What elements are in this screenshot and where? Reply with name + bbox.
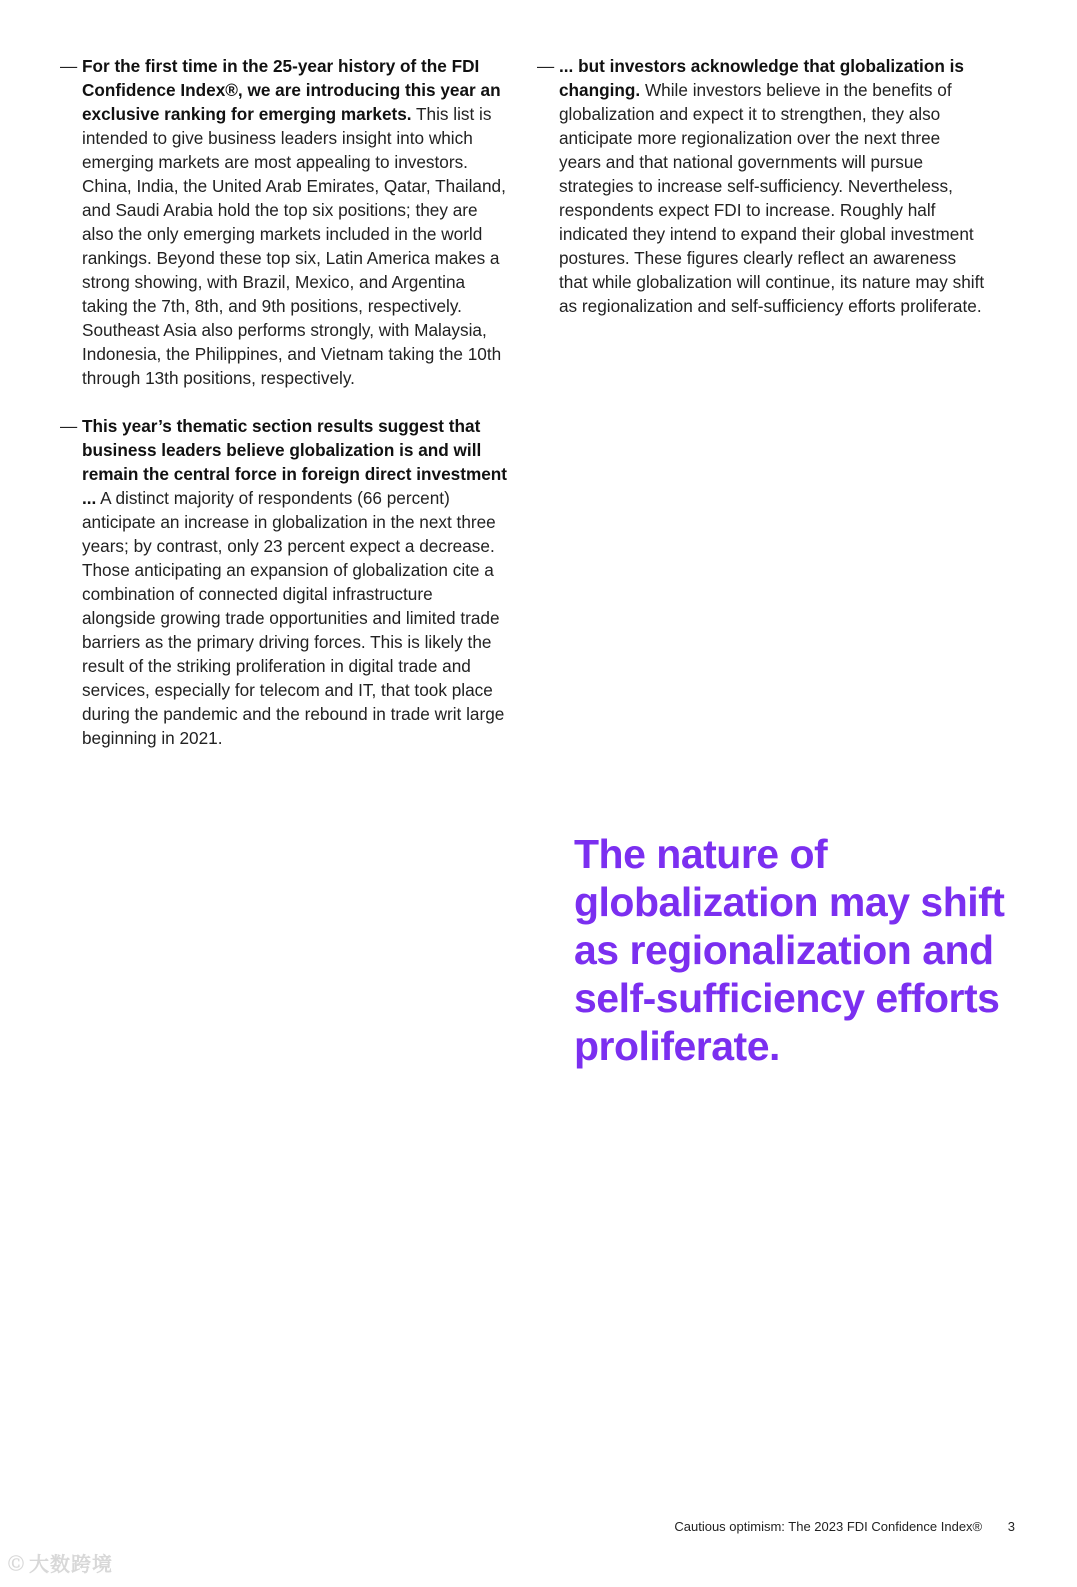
bullet-emerging-markets-ranking (60, 54, 510, 390)
bullet-lead-text: ... but investors acknowledge that globalization is changing. (559, 56, 964, 100)
bullet-dash: — (60, 416, 78, 436)
bullet-body-text: This list is intended to give business leaders insight into which emerging markets are most appealing to investors. China, India, the United Arab Emirates, Qatar, Thailand, and Saudi Arabia hold the top six positions; they are also the only emerging markets included in the world rankings. Beyond these top six, Latin America makes a strong showing, with Brazil, Mexico, and Argentina taking the 7th, 8th, and 9th positions, respectively. Southeast Asia also performs strongly, with Malaysia, Indonesia, the Philippines, and Vietnam taking the 10th through 13th positions, respectively. (82, 104, 506, 388)
footer-report-title: Cautious optimism: The 2023 FDI Confidence Index® (674, 1519, 983, 1534)
watermark-logo-icon: Ⓒ (8, 1556, 26, 1573)
watermark-text: 大数跨境 (29, 1554, 114, 1576)
right-column (537, 54, 987, 342)
page-footer (674, 1519, 1015, 1534)
bullet-dash: — (60, 56, 78, 76)
left-column (60, 54, 510, 774)
bullet-dash: — (537, 56, 555, 76)
bullet-body-text: A distinct majority of respondents (66 percent) anticipate an increase in globalization in the next three years; by contrast, only 23 percent expect a decrease. Those anticipating an expansion of globalization cite a combination of connected digital infrastructure alongside growing trade opportunities and limited trade barriers as the primary driving forces. This is likely the result of the striking proliferation in digital trade and services, especially for telecom and IT, that took place during the pandemic and the rebound in trade writ large beginning in 2021. (82, 488, 505, 748)
bullet-globalization-central-force (60, 414, 510, 750)
watermark (8, 1548, 113, 1577)
bullet-lead-text: For the first time in the 25-year history of the FDI Confidence Index®, we are introducing this year an exclusive ranking for emerging markets. (82, 56, 501, 124)
bullet-globalization-changing (537, 54, 987, 318)
bullet-lead-text: This year’s thematic section results suggest that business leaders believe globalization is and will remain the central force in foreign direct investment ... (82, 416, 508, 508)
pull-quote: The nature of globalization may shift as regionalization and self-sufficiency efforts proliferate. (574, 831, 1005, 1069)
page-number: 3 (1007, 1519, 1015, 1534)
bullet-body-text: While investors believe in the benefits of globalization and expect it to strengthen, they also anticipate more regionalization over the next three years and that national governments will pursue strategies to increase self-sufficiency. Nevertheless, respondents expect FDI to increase. Roughly half indicated they intend to expand their global investment postures. These figures clearly reflect an awareness that while globalization will continue, its nature may shift as regionalization and self-sufficiency efforts proliferate. (559, 80, 985, 316)
